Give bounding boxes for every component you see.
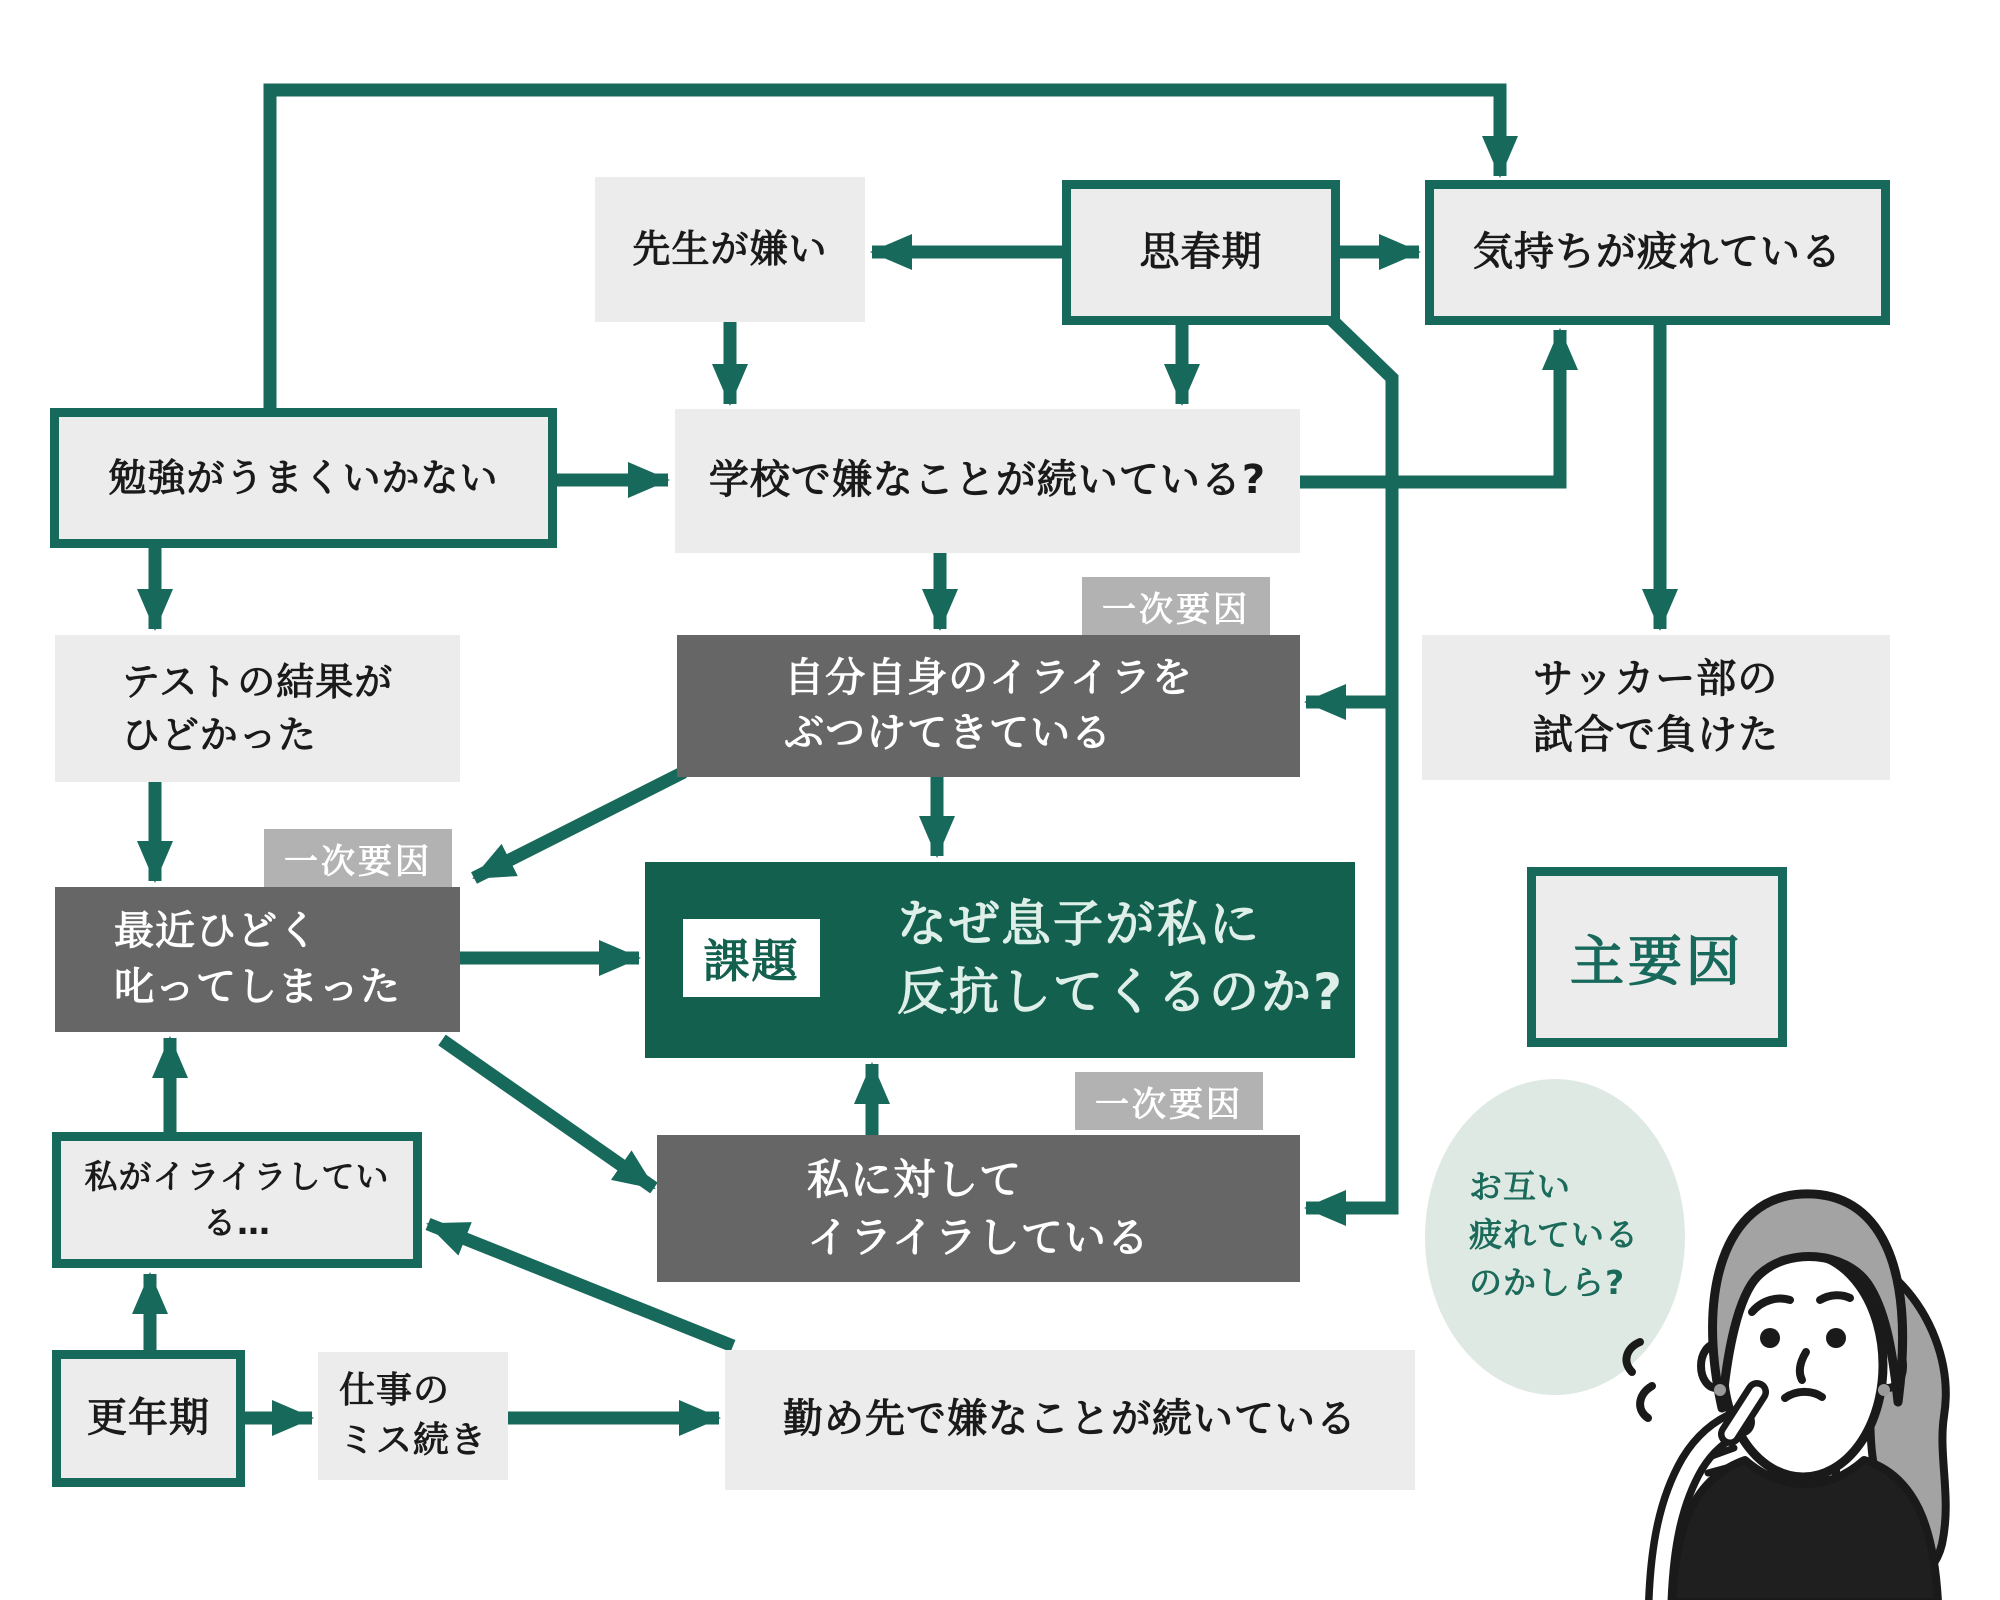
node-hate-teacher: [595, 177, 865, 322]
main-factor-legend: [1527, 867, 1787, 1047]
node-i-am-irritated-label: 私がイライラしている…: [84, 1157, 390, 1242]
node-hate-teacher-label: 先生が嫌い: [632, 227, 828, 272]
issue-badge: [683, 919, 820, 997]
node-irritated-at-me-label: 私に対して イライラしている: [807, 1154, 1150, 1262]
node-scolded-harshly: [55, 887, 460, 1032]
node-bad-things-at-school: [675, 409, 1300, 553]
issue-badge-label: 課題: [703, 934, 800, 988]
node-scolded-label: 最近ひどく 叱ってしまった: [114, 908, 401, 1010]
issue-question: なぜ息子が私に 反抗してくるのか?: [897, 895, 1345, 1021]
node-bad-work-label: 勤め先で嫌なことが続いている: [783, 1396, 1357, 1443]
arrow-school-to-tired: [1300, 330, 1560, 482]
primary-factor-badge-label: 一次要因: [1095, 1084, 1243, 1125]
node-tired-feelings-label: 気持ちが疲れている: [1473, 228, 1842, 275]
issue-box: [645, 862, 1355, 1058]
node-bad-test-results: [55, 635, 460, 782]
primary-factor-badge-scolded: [264, 829, 452, 887]
thought-bubble: [1425, 1079, 1685, 1395]
node-soccer-label: サッカー部の 試合で負けた: [1533, 656, 1779, 758]
primary-factor-badge-label: 一次要因: [284, 841, 432, 882]
node-lost-soccer-match: [1422, 635, 1890, 780]
node-irritated-at-me: [657, 1135, 1300, 1282]
node-school-label: 学校で嫌なことが続いている?: [708, 457, 1267, 504]
primary-factor-badge-label: 一次要因: [1102, 589, 1250, 630]
main-factor-label: 主要因: [1570, 929, 1744, 993]
node-study-not-going-well: [50, 408, 557, 548]
node-test-label: テストの結果が ひどかった: [121, 660, 394, 757]
node-menopause-label: 更年期: [87, 1394, 210, 1441]
node-frustration-label: 自分自身のイライラを ぶつけてきている: [784, 654, 1193, 756]
thought-bubble-text: お互い 疲れている のかしら?: [1469, 1167, 1639, 1302]
node-taking-out-frustration: [677, 635, 1300, 777]
arrow-puberty-down-to-irritated-at-me: [1306, 320, 1392, 1208]
node-work-mistakes: [318, 1352, 508, 1480]
node-tired-feelings: [1425, 180, 1890, 325]
arrow-scolded-to-irritated-at-me: [442, 1040, 654, 1188]
node-puberty: [1062, 180, 1340, 325]
node-puberty-label: 思春期: [1139, 228, 1263, 275]
primary-factor-badge-irritated: [1075, 1072, 1263, 1130]
node-i-am-irritated: [52, 1132, 422, 1268]
primary-factor-badge-frustration: [1082, 577, 1270, 635]
node-work-mistakes-label: 仕事の ミス続き: [338, 1370, 487, 1461]
node-menopause: [52, 1350, 245, 1487]
node-bad-things-at-work: [725, 1350, 1415, 1490]
node-study-label: 勉強がうまくいかない: [108, 455, 499, 500]
